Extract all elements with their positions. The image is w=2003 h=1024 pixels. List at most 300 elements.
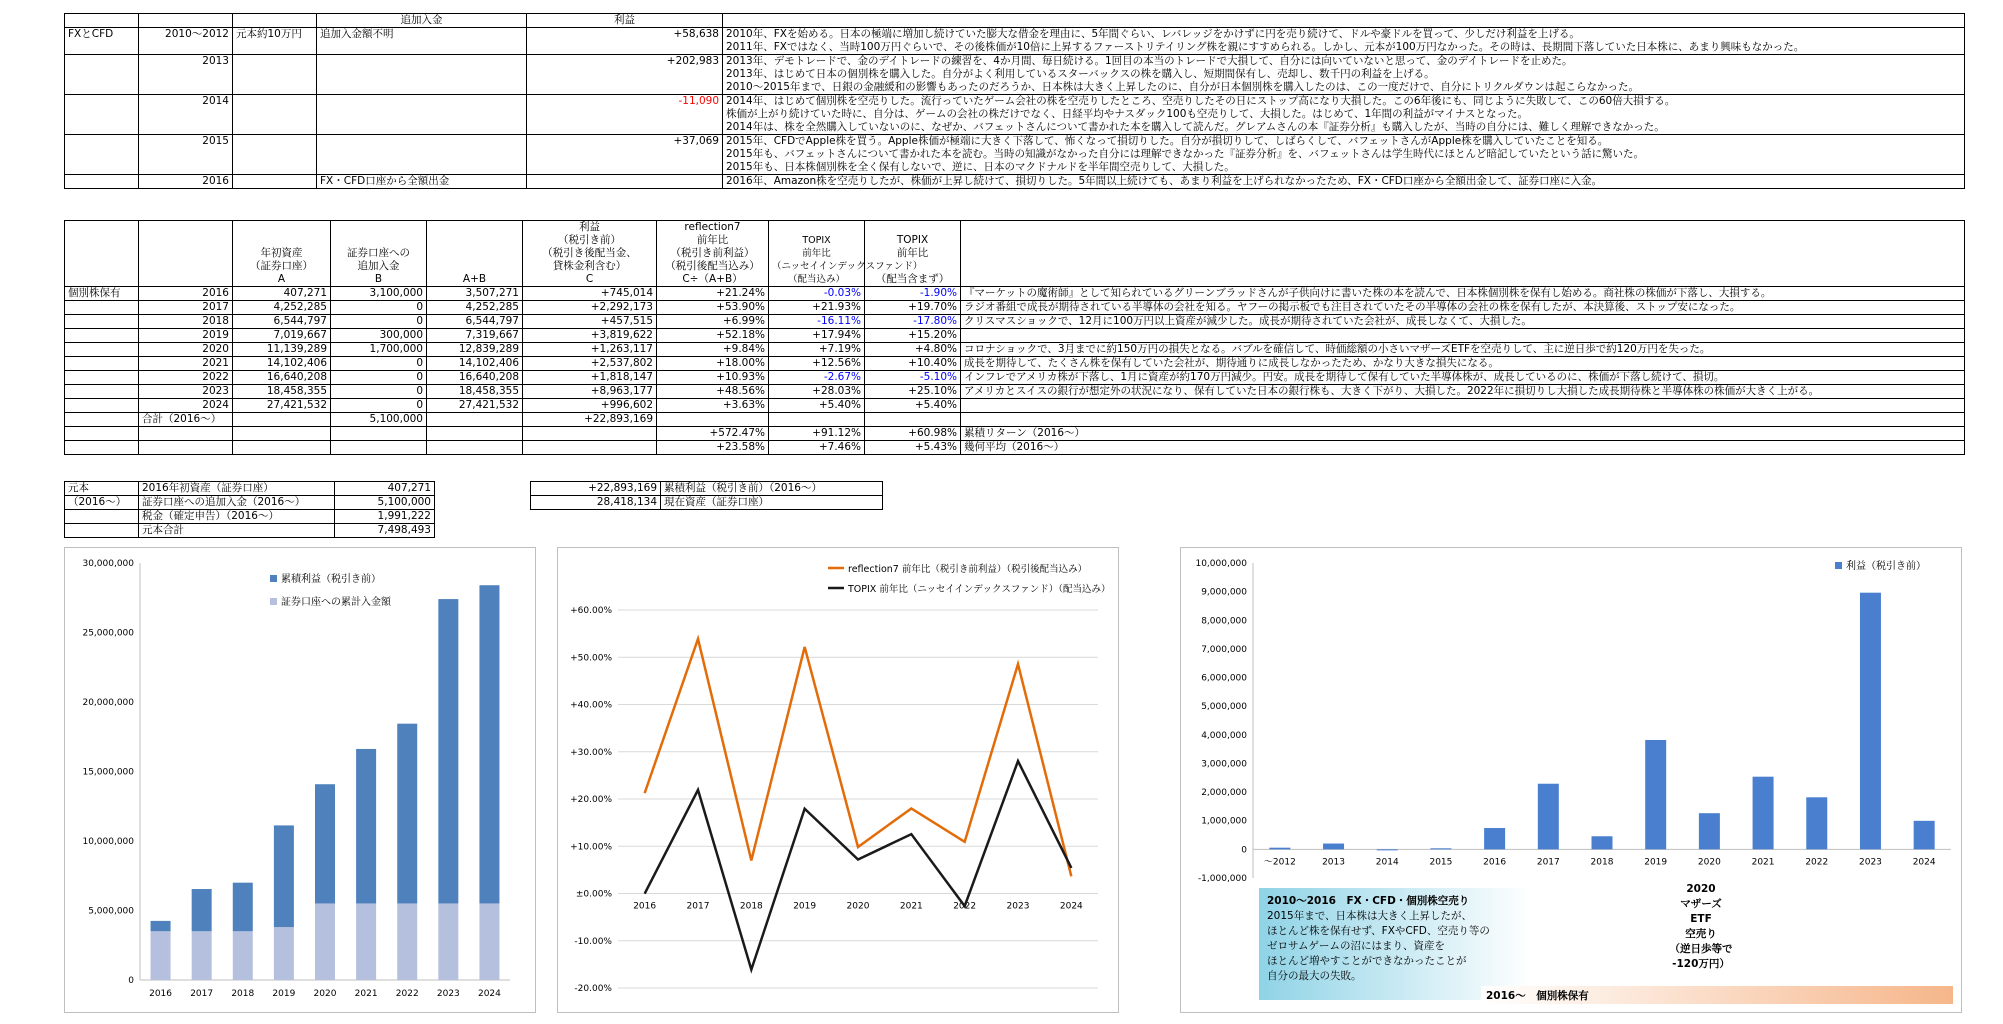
y-tick-label: +40.00% bbox=[570, 700, 612, 711]
failure-note-line: ほとんど増やすことができなかったことが bbox=[1267, 955, 1467, 967]
x-tick-label: 2018 bbox=[739, 901, 763, 912]
stock-year-cell: 2021 bbox=[139, 357, 233, 371]
bar-profit bbox=[233, 883, 253, 932]
failure-note-line: 2010～2016 FX・CFD・個別株空売り bbox=[1267, 895, 1470, 907]
y-tick-label: 20,000,000 bbox=[82, 698, 134, 708]
fx-deposit-cell bbox=[317, 95, 527, 135]
bar-deposit bbox=[233, 931, 253, 980]
stock-label-cell bbox=[65, 399, 139, 413]
y-tick-label: 6,000,000 bbox=[1201, 673, 1247, 684]
bar-profit bbox=[274, 825, 294, 927]
stock-ab-cell: 12,839,289 bbox=[427, 343, 523, 357]
stock-deposit-cell: 0 bbox=[331, 385, 427, 399]
stock-profit-cell: +2,292,173 bbox=[523, 301, 657, 315]
x-tick-label: 2016 bbox=[1483, 857, 1507, 868]
stock-cumulative-blank bbox=[427, 427, 523, 441]
y-tick-label: 8,000,000 bbox=[1201, 616, 1247, 627]
stock-geometric-blank bbox=[523, 441, 657, 455]
stock-label-cell: 個別株保有 bbox=[65, 287, 139, 301]
stock-profit-cell: +996,602 bbox=[523, 399, 657, 413]
x-tick-label: 2019 bbox=[272, 989, 296, 999]
stock-reflection-cell: +10.93% bbox=[657, 371, 769, 385]
stock-geometric-blank bbox=[233, 441, 331, 455]
stock-deposit-cell: 300,000 bbox=[331, 329, 427, 343]
bar-deposit bbox=[479, 903, 499, 980]
x-tick-label: 2021 bbox=[354, 989, 378, 999]
capital-key-cell: 元本合計 bbox=[139, 524, 335, 538]
stock-topix-nodiv-cell: -5.10% bbox=[865, 371, 961, 385]
stock-total-label: 合計（2016～） bbox=[139, 413, 233, 427]
stock-ab-cell: 27,421,532 bbox=[427, 399, 523, 413]
bar-deposit bbox=[274, 927, 294, 980]
capital-label-cell bbox=[65, 510, 139, 524]
stock-geometric-blank bbox=[65, 441, 139, 455]
bar-deposit bbox=[315, 903, 335, 980]
stock-row bbox=[65, 301, 1965, 315]
stock-cumulative-topix-nodiv: +60.98% bbox=[865, 427, 961, 441]
stock-topix-div-cell: +5.40% bbox=[769, 399, 865, 413]
stock-topix-div-cell: +28.03% bbox=[769, 385, 865, 399]
stock-profit-cell: +1,818,147 bbox=[523, 371, 657, 385]
stock-header-ab: A+B bbox=[427, 221, 523, 287]
stock-year-cell: 2019 bbox=[139, 329, 233, 343]
x-tick-label: 2017 bbox=[190, 989, 214, 999]
fx-row bbox=[65, 95, 1965, 135]
stock-total-blank bbox=[65, 413, 139, 427]
fx-label-cell bbox=[65, 135, 139, 175]
stock-cumulative-blank bbox=[65, 427, 139, 441]
legend-label: TOPIX 前年比（ニッセイインデックスファンド）（配当込み） bbox=[848, 584, 1111, 595]
stock-note-cell: 成長を期待して、たくさん株を保有していた会社が、期待通りに成長しなかったため、かなり大きな損失になる。 bbox=[961, 357, 1965, 371]
fx-deposit-cell bbox=[317, 55, 527, 95]
fx-year-cell: 2015 bbox=[139, 135, 233, 175]
stock-topix-nodiv-cell: +19.70% bbox=[865, 301, 961, 315]
stock-table bbox=[64, 220, 1965, 455]
stock-year-cell: 2022 bbox=[139, 371, 233, 385]
x-tick-label: 2018 bbox=[231, 989, 255, 999]
x-tick-label: 2020 bbox=[1697, 857, 1721, 868]
stock-year-cell: 2020 bbox=[139, 343, 233, 357]
profit-bar bbox=[1269, 848, 1290, 850]
stock-note-cell bbox=[961, 399, 1965, 413]
summary-value-cell: 28,418,134 bbox=[531, 496, 661, 510]
stock-cumulative-topix-div: +91.12% bbox=[769, 427, 865, 441]
capital-key-cell: 証券口座への追加入金（2016～） bbox=[139, 496, 335, 510]
x-tick-label: 2024 bbox=[477, 989, 501, 999]
fx-profit-cell: +37,069 bbox=[527, 135, 723, 175]
fx-note-cell: 2015年、CFDでApple株を買う。Apple株価が極端に大きく下落して、怖くなって損切りした。自分が損切りして、しばらくして、バフェットさんがApple株を購入していたことを知る。 2015年も、バフェットさんについて書かれた本を読む。当時の知識がなかった自分には理解できなかった『証券分析』を、バフェットさんは学生時代にほとんど暗記していたという話に驚いた。 2015年も、日本株個別株を全く保有しないで、逆に、日本のマクドナルドを半年間空売りして、大損した。 bbox=[723, 135, 1965, 175]
stock-profit-cell: +745,014 bbox=[523, 287, 657, 301]
y-tick-label: -20.00% bbox=[574, 984, 612, 994]
stock-header-topix-div: TOPIX 前年比 （ニッセイインデックスファンド） （配当込み） bbox=[769, 221, 865, 287]
capital-value-cell: 407,271 bbox=[335, 482, 435, 496]
fx-label-cell bbox=[65, 95, 139, 135]
etf-short-note-line: マザーズ bbox=[1680, 898, 1722, 910]
cumulative-chart bbox=[64, 547, 536, 1013]
annual-profit-chart bbox=[1180, 547, 1962, 1013]
bar-profit bbox=[397, 724, 417, 904]
fx-row bbox=[65, 135, 1965, 175]
stock-note-cell: インフレでアメリカ株が下落し、1月に資産が約170万円減少。円安。成長を期待して保有していた半導体株が、成長しているのに、株価が下落し続けて、損切。 bbox=[961, 371, 1965, 385]
stock-row bbox=[65, 315, 1965, 329]
x-tick-label: 2021 bbox=[1751, 857, 1775, 868]
y-tick-label: 7,000,000 bbox=[1201, 644, 1247, 655]
y-tick-label: 4,000,000 bbox=[1201, 730, 1247, 741]
stock-row bbox=[65, 287, 1965, 301]
x-tick-label: 2016 bbox=[149, 989, 173, 999]
etf-short-note-line: ETF bbox=[1690, 913, 1712, 925]
capital-label-cell: 元本 bbox=[65, 482, 139, 496]
bar-deposit bbox=[192, 931, 212, 980]
y-tick-label: 5,000,000 bbox=[88, 906, 134, 917]
failure-note-line: 自分の最大の失敗。 bbox=[1267, 970, 1362, 982]
profit-bar bbox=[1806, 797, 1827, 849]
etf-short-note-line: 2020 bbox=[1686, 883, 1716, 895]
cumulative-chart-svg bbox=[65, 548, 535, 1012]
y-tick-label: 9,000,000 bbox=[1201, 587, 1247, 598]
x-tick-label: 2018 bbox=[1590, 857, 1614, 868]
x-tick-label: 2015 bbox=[1429, 857, 1453, 868]
stock-reflection-cell: +48.56% bbox=[657, 385, 769, 399]
legend-swatch bbox=[270, 598, 277, 605]
stock-label-cell bbox=[65, 315, 139, 329]
stock-geometric-blank bbox=[139, 441, 233, 455]
y-tick-label: 3,000,000 bbox=[1201, 759, 1247, 770]
stock-total-blank bbox=[233, 413, 331, 427]
fx-label-cell bbox=[65, 55, 139, 95]
x-tick-label: 2022 bbox=[953, 901, 977, 912]
legend-swatch bbox=[270, 575, 277, 582]
fx-capital-cell: 元本約10万円 bbox=[233, 28, 317, 55]
x-tick-label: 2022 bbox=[1805, 857, 1829, 868]
x-tick-label: 2013 bbox=[1322, 857, 1345, 868]
y-tick-label: 0 bbox=[1241, 845, 1247, 856]
holding-band-label: 2016～ 個別株保有 bbox=[1486, 990, 1589, 1002]
stock-geometric-label: 幾何平均（2016～） bbox=[961, 441, 1965, 455]
x-tick-label: 2016 bbox=[633, 901, 657, 912]
capital-label-cell: （2016～） bbox=[65, 496, 139, 510]
stock-cumulative-label: 累積リターン（2016～） bbox=[961, 427, 1965, 441]
fx-profit-cell bbox=[527, 175, 723, 189]
stock-topix-nodiv-cell: -1.90% bbox=[865, 287, 961, 301]
stock-asset-cell: 18,458,355 bbox=[233, 385, 331, 399]
etf-short-note-line: 空売り bbox=[1685, 928, 1717, 940]
stock-header-profit: 利益 （税引き前） （税引き後配当金、 貸株金利含む） C bbox=[523, 221, 657, 287]
stock-geometric-blank bbox=[427, 441, 523, 455]
bar-profit bbox=[315, 784, 335, 903]
fx-header-cell: 利益 bbox=[527, 14, 723, 28]
stock-topix-nodiv-cell: -17.80% bbox=[865, 315, 961, 329]
x-tick-label: 2024 bbox=[1912, 857, 1936, 868]
y-tick-label: 5,000,000 bbox=[1201, 702, 1247, 713]
stock-label-cell bbox=[65, 343, 139, 357]
stock-reflection-cell: +21.24% bbox=[657, 287, 769, 301]
stock-asset-cell: 16,640,208 bbox=[233, 371, 331, 385]
stock-topix-div-cell: -16.11% bbox=[769, 315, 865, 329]
annual-profit-chart-svg bbox=[1181, 548, 1961, 1012]
stock-asset-cell: 14,102,406 bbox=[233, 357, 331, 371]
stock-deposit-cell: 0 bbox=[331, 371, 427, 385]
reflection7-line bbox=[645, 639, 1072, 877]
stock-cumulative-blank bbox=[523, 427, 657, 441]
y-tick-label: 15,000,000 bbox=[82, 767, 134, 778]
stock-topix-div-cell: -2.67% bbox=[769, 371, 865, 385]
stock-total-deposit: 5,100,000 bbox=[331, 413, 427, 427]
bar-deposit bbox=[151, 931, 171, 980]
profit-bar bbox=[1430, 848, 1451, 849]
y-tick-label: -1,000,000 bbox=[1197, 874, 1247, 884]
x-tick-label: 2022 bbox=[395, 989, 419, 999]
failure-note-line: ゼロサムゲームの沼にはまり、資産を bbox=[1267, 940, 1445, 952]
fx-capital-cell bbox=[233, 55, 317, 95]
fx-cfd-table bbox=[64, 13, 1965, 189]
stock-header-asset: 年初資産 （証券口座） A bbox=[233, 221, 331, 287]
fx-row bbox=[65, 28, 1965, 55]
x-tick-label: 2020 bbox=[313, 989, 337, 999]
bar-profit bbox=[192, 889, 212, 931]
stock-cumulative-blank bbox=[233, 427, 331, 441]
capital-value-cell: 5,100,000 bbox=[335, 496, 435, 510]
fx-capital-cell bbox=[233, 175, 317, 189]
stock-profit-cell: +1,263,117 bbox=[523, 343, 657, 357]
x-tick-label: 2019 bbox=[793, 901, 817, 912]
x-tick-label: 2021 bbox=[899, 901, 923, 912]
stock-ab-cell: 3,507,271 bbox=[427, 287, 523, 301]
fx-profit-cell: -11,090 bbox=[527, 95, 723, 135]
fx-deposit-cell: FX・CFD口座から全額出金 bbox=[317, 175, 527, 189]
stock-topix-nodiv-cell: +4.80% bbox=[865, 343, 961, 357]
bar-profit bbox=[151, 921, 171, 931]
fx-row bbox=[65, 55, 1965, 95]
fx-header-cell bbox=[139, 14, 233, 28]
legend-label: 累積利益（税引き前） bbox=[281, 574, 381, 585]
legend-label: 利益（税引き前） bbox=[1846, 561, 1926, 572]
stock-reflection-cell: +53.90% bbox=[657, 301, 769, 315]
stock-reflection-cell: +52.18% bbox=[657, 329, 769, 343]
stock-topix-nodiv-cell: +15.20% bbox=[865, 329, 961, 343]
stock-cumulative-blank bbox=[139, 427, 233, 441]
y-tick-label: +10.00% bbox=[570, 842, 612, 853]
x-tick-label: 2020 bbox=[846, 901, 870, 912]
stock-deposit-cell: 0 bbox=[331, 357, 427, 371]
stock-topix-nodiv-cell: +10.40% bbox=[865, 357, 961, 371]
x-tick-label: 2023 bbox=[1859, 857, 1882, 868]
stock-header-topix-nodiv: TOPIX 前年比 （配当含まず） bbox=[865, 221, 961, 287]
stock-header-note bbox=[961, 221, 1965, 287]
stock-ab-cell: 6,544,797 bbox=[427, 315, 523, 329]
stock-reflection-cell: +3.63% bbox=[657, 399, 769, 413]
profit-bar bbox=[1914, 821, 1935, 850]
fx-year-cell: 2014 bbox=[139, 95, 233, 135]
fx-row bbox=[65, 175, 1965, 189]
bar-profit bbox=[356, 749, 376, 904]
stock-total-blank bbox=[769, 413, 865, 427]
fx-capital-cell bbox=[233, 135, 317, 175]
fx-label-cell: FXとCFD bbox=[65, 28, 139, 55]
profit-bar bbox=[1538, 784, 1559, 850]
stock-topix-div-cell: +7.19% bbox=[769, 343, 865, 357]
y-tick-label: +30.00% bbox=[570, 747, 612, 758]
y-tick-label: 0 bbox=[128, 976, 134, 986]
capital-label-cell bbox=[65, 524, 139, 538]
fx-capital-cell bbox=[233, 95, 317, 135]
stock-year-cell: 2023 bbox=[139, 385, 233, 399]
profit-bar bbox=[1860, 593, 1881, 850]
bar-deposit bbox=[397, 903, 417, 980]
stock-year-cell: 2018 bbox=[139, 315, 233, 329]
summary-key-cell: 現在資産（証券口座） bbox=[661, 496, 883, 510]
y-tick-label: 1,000,000 bbox=[1201, 816, 1247, 827]
bar-profit bbox=[438, 599, 458, 903]
stock-label-cell bbox=[65, 301, 139, 315]
yoy-return-chart bbox=[557, 547, 1119, 1013]
x-tick-label: 2023 bbox=[1006, 901, 1030, 912]
etf-short-note-line: （逆日歩等で bbox=[1669, 943, 1733, 955]
stock-profit-cell: +3,819,622 bbox=[523, 329, 657, 343]
fx-profit-cell: +58,638 bbox=[527, 28, 723, 55]
fx-profit-cell: +202,983 bbox=[527, 55, 723, 95]
profit-bar bbox=[1377, 849, 1398, 850]
y-tick-label: +20.00% bbox=[570, 795, 612, 805]
profit-bar bbox=[1645, 740, 1666, 849]
stock-label-cell bbox=[65, 357, 139, 371]
stock-geometric-topix-nodiv: +5.43% bbox=[865, 441, 961, 455]
stock-row bbox=[65, 385, 1965, 399]
stock-asset-cell: 407,271 bbox=[233, 287, 331, 301]
fx-deposit-cell: 追加入金額不明 bbox=[317, 28, 527, 55]
capital-value-cell: 7,498,493 bbox=[335, 524, 435, 538]
x-tick-label: 2024 bbox=[1059, 901, 1083, 912]
stock-geometric-topix-div: +7.46% bbox=[769, 441, 865, 455]
stock-profit-cell: +8,963,177 bbox=[523, 385, 657, 399]
summary-value-cell: +22,893,169 bbox=[531, 482, 661, 496]
profit-bar bbox=[1484, 828, 1505, 849]
y-tick-label: ±0.00% bbox=[575, 889, 612, 900]
stock-deposit-cell: 0 bbox=[331, 399, 427, 413]
stock-topix-nodiv-cell: +25.10% bbox=[865, 385, 961, 399]
stock-topix-nodiv-cell: +5.40% bbox=[865, 399, 961, 413]
stock-year-cell: 2017 bbox=[139, 301, 233, 315]
stock-asset-cell: 6,544,797 bbox=[233, 315, 331, 329]
stock-header-deposit: 証券口座への 追加入金 B bbox=[331, 221, 427, 287]
capital-key-cell: 税金（確定申告）（2016～） bbox=[139, 510, 335, 524]
stock-profit-cell: +457,515 bbox=[523, 315, 657, 329]
stock-header-blank bbox=[139, 221, 233, 287]
stock-geometric-blank bbox=[331, 441, 427, 455]
stock-geometric-reflection: +23.58% bbox=[657, 441, 769, 455]
stock-topix-div-cell: +12.56% bbox=[769, 357, 865, 371]
fx-note-cell: 2010年、FXを始める。日本の極端に増加し続けていた膨大な借金を理由に、5年間ぐらい、レバレッジをかけずに円を売り続けて、ドルや豪ドルを買って、少しだけ利益を上げる。 2011年、FXではなく、当時100万円ぐらいで、その後株価が10倍に上昇するファーストリテイリング株を親にすすめられる。しかし、元本が100万円なかった。その時は、長期間下落していた日本株に、あまり興味もなかった。 bbox=[723, 28, 1965, 55]
stock-row bbox=[65, 329, 1965, 343]
bar-deposit bbox=[438, 903, 458, 980]
legend-label: 証券口座への累計入金額 bbox=[281, 597, 391, 608]
y-tick-label: -10.00% bbox=[574, 936, 612, 947]
etf-short-note-line: -120万円） bbox=[1672, 958, 1730, 970]
y-tick-label: 30,000,000 bbox=[82, 559, 134, 569]
stock-cumulative-blank bbox=[331, 427, 427, 441]
stock-total-blank bbox=[961, 413, 1965, 427]
stock-label-cell bbox=[65, 385, 139, 399]
fx-header-cell bbox=[233, 14, 317, 28]
stock-topix-div-cell: -0.03% bbox=[769, 287, 865, 301]
stock-asset-cell: 7,019,667 bbox=[233, 329, 331, 343]
capital-table bbox=[64, 481, 435, 538]
y-tick-label: 2,000,000 bbox=[1201, 788, 1247, 799]
capital-value-cell: 1,991,222 bbox=[335, 510, 435, 524]
fx-note-cell: 2013年、デモトレードで、金のデイトレードの練習を、4か月間、毎日続ける。1回目の本当のトレードで大損して、自分には向いていないと思って、金のデイトレードを止めた。 2013年、はじめて日本の個別株を購入した。自分がよく利用しているスターバックスの株を購入し、短期間保有し、売却し、数千円の利益を上げる。 2010～2015年まで、日銀の金融緩和の影響もあったのだろうか、日本株は大きく上昇したのに、自分が日本個別株を購入したのは、この一度だけで、自分にトリクルダウンは起こらなかった。 bbox=[723, 55, 1965, 95]
fx-label-cell bbox=[65, 175, 139, 189]
y-tick-label: 10,000,000 bbox=[1195, 559, 1247, 569]
y-tick-label: +50.00% bbox=[570, 653, 612, 664]
profit-bar bbox=[1323, 844, 1344, 850]
stock-year-cell: 2016 bbox=[139, 287, 233, 301]
stock-deposit-cell: 0 bbox=[331, 315, 427, 329]
stock-note-cell: ラジオ番組で成長が期待されている半導体の会社を知る。ヤフーの掲示板でも注目されていたその半導体の会社の株を保有したが、本決算後、ストップ安になった。 bbox=[961, 301, 1965, 315]
stock-asset-cell: 4,252,285 bbox=[233, 301, 331, 315]
bar-deposit bbox=[356, 903, 376, 980]
fx-header-cell bbox=[65, 14, 139, 28]
stock-total-blank bbox=[657, 413, 769, 427]
stock-total-blank bbox=[427, 413, 523, 427]
stock-deposit-cell: 3,100,000 bbox=[331, 287, 427, 301]
legend-swatch bbox=[1835, 562, 1842, 569]
stock-deposit-cell: 1,700,000 bbox=[331, 343, 427, 357]
stock-note-cell: 『マーケットの魔術師』として知られているグリーンブラッドさんが子供向けに書いた株の本を読んで、日本株個別株を保有し始める。商社株の株価が下落し、大損する。 bbox=[961, 287, 1965, 301]
fx-deposit-cell bbox=[317, 135, 527, 175]
stock-note-cell: アメリカとスイスの銀行が想定外の状況になり、保有していた日本の銀行株も、大きく下がり、大損した。2022年に損切りし大損した成長期待株と半導体株の株価が大きく上がる。 bbox=[961, 385, 1965, 399]
stock-header-blank bbox=[65, 221, 139, 287]
stock-cumulative-reflection: +572.47% bbox=[657, 427, 769, 441]
profit-bar bbox=[1699, 813, 1720, 849]
fx-year-cell: 2010～2012 bbox=[139, 28, 233, 55]
profit-bar bbox=[1592, 836, 1613, 849]
x-tick-label: 2014 bbox=[1375, 857, 1399, 868]
fx-note-cell: 2014年、はじめて個別株を空売りした。流行っていたゲーム会社の株を空売りしたところ、空売りしたその日にストップ高になり大損した。この6年後にも、同じように失敗して、この60倍大損する。 株価が上がり続けていた時に、自分は、ゲームの会社の株だけでなく、日経平均やナスダック100も空売りして、大損した。はじめて、1年間の利益がマイナスとなった。 2014年は、株を全然購入していないのに、なぜか、バフェットさんについて書かれた本を購入して読んだ。グレアムさんの本『証券分析』も購入したが、当時の自分には、難しく理解できなかった。 bbox=[723, 95, 1965, 135]
stock-asset-cell: 27,421,532 bbox=[233, 399, 331, 413]
fx-header-cell: 追加入金 bbox=[317, 14, 527, 28]
failure-note-line: 2015年まで、日本株は大きく上昇したが、 bbox=[1267, 910, 1473, 922]
x-tick-label: ～2012 bbox=[1263, 857, 1296, 868]
stock-total-profit: +22,893,169 bbox=[523, 413, 657, 427]
stock-ab-cell: 14,102,406 bbox=[427, 357, 523, 371]
fx-header-cell bbox=[723, 14, 1965, 28]
stock-note-cell bbox=[961, 329, 1965, 343]
stock-row bbox=[65, 371, 1965, 385]
stock-ab-cell: 4,252,285 bbox=[427, 301, 523, 315]
stock-note-cell: コロナショックで、3月までに約150万円の損失となる。バブルを確信して、時価総額の小さいマザーズETFを空売りして、主に逆日歩で約120万円を失った。 bbox=[961, 343, 1965, 357]
stock-asset-cell: 11,139,289 bbox=[233, 343, 331, 357]
topix-line bbox=[645, 761, 1072, 970]
stock-label-cell bbox=[65, 329, 139, 343]
stock-ab-cell: 18,458,355 bbox=[427, 385, 523, 399]
y-tick-label: 10,000,000 bbox=[82, 837, 134, 847]
stock-row bbox=[65, 357, 1965, 371]
capital-key-cell: 2016年初資産（証券口座） bbox=[139, 482, 335, 496]
stock-header-reflection: reflection7 前年比 （税引き前利益） （税引後配当込み） C÷（A+B） bbox=[657, 221, 769, 287]
stock-label-cell bbox=[65, 371, 139, 385]
y-tick-label: 25,000,000 bbox=[82, 628, 134, 639]
x-tick-label: 2019 bbox=[1644, 857, 1668, 868]
stock-note-cell: クリスマスショックで、12月に100万円以上資産が減少した。成長が期待されていた会社が、成長しなくて、大損した。 bbox=[961, 315, 1965, 329]
stock-ab-cell: 16,640,208 bbox=[427, 371, 523, 385]
stock-reflection-cell: +9.84% bbox=[657, 343, 769, 357]
x-tick-label: 2017 bbox=[1536, 857, 1560, 868]
x-tick-label: 2017 bbox=[686, 901, 710, 912]
x-tick-label: 2023 bbox=[436, 989, 460, 999]
yoy-return-chart-svg bbox=[558, 548, 1118, 1012]
stock-year-cell: 2024 bbox=[139, 399, 233, 413]
failure-note-line: ほとんど株を保有せず、FXやCFD、空売り等の bbox=[1267, 925, 1490, 937]
